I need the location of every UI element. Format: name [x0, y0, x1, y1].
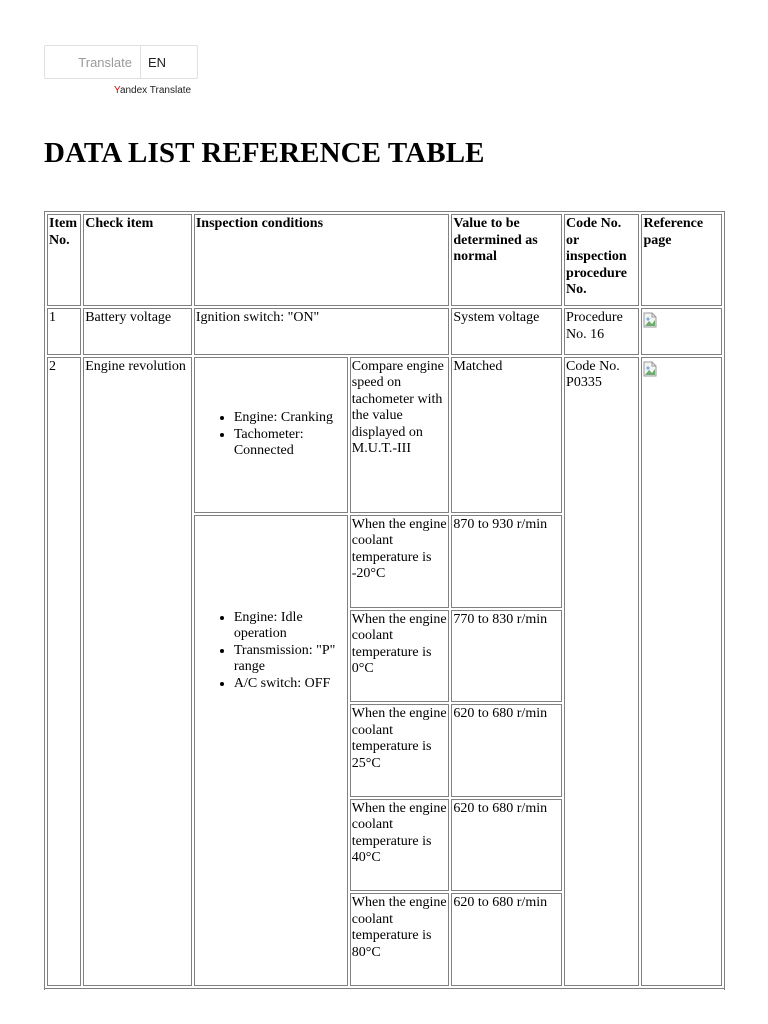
temp-value: 870 to 930 r/min — [451, 515, 562, 608]
condition-item: • Engine: Idle operation — [234, 610, 346, 643]
temp-condition: When the engine coolant temperature is 25°C — [350, 704, 450, 797]
yandex-logo-letter: Y — [114, 85, 120, 96]
header-inspection-conditions: Inspection conditions — [194, 214, 450, 306]
row2-code-no: Code No. P0335 — [564, 357, 639, 986]
yandex-link-text: andex Translate — [119, 85, 192, 96]
row1-check-item: Battery voltage — [83, 308, 192, 355]
condition-item: • Transmission: "P" range — [234, 643, 346, 676]
row2-conditions-group2 — [194, 515, 348, 986]
table-outer-border-right — [724, 840, 725, 990]
yandex-translate-link[interactable] — [114, 85, 191, 96]
header-normal-value: Value to be determined as normal — [451, 214, 562, 306]
conditions-list — [196, 610, 346, 693]
row2-group1-value: Matched — [451, 357, 562, 513]
row1-item-no: 1 — [47, 308, 81, 355]
header-code-no: Code No. or inspection procedure No. — [564, 214, 639, 306]
table-row — [47, 308, 722, 355]
table-row — [47, 357, 722, 513]
conditions-list — [196, 410, 346, 460]
header-check-item: Check item — [83, 214, 192, 306]
condition-item: • A/C switch: OFF — [234, 676, 346, 693]
row1-reference-page — [641, 308, 722, 355]
row2-group1-detail: Compare engine speed on tachometer with the value displayed on M.U.T.-III — [350, 357, 450, 513]
row2-item-no: 2 — [47, 357, 81, 986]
broken-image-icon[interactable] — [643, 312, 657, 328]
data-list-table — [44, 211, 725, 989]
temp-condition: When the engine coolant temperature is 0°C — [350, 610, 450, 703]
row1-code-no: Procedure No. 16 — [564, 308, 639, 355]
temp-value: 770 to 830 r/min — [451, 610, 562, 703]
page-title: DATA LIST REFERENCE TABLE — [44, 137, 485, 169]
temp-condition: When the engine coolant temperature is -20°C — [350, 515, 450, 608]
row2-conditions-group1 — [194, 357, 348, 513]
translate-widget — [44, 45, 198, 79]
language-selector[interactable]: EN — [148, 54, 167, 70]
table-header-row — [47, 214, 722, 306]
row2-reference-page — [641, 357, 722, 986]
header-item-no: Item No. — [47, 214, 81, 306]
temp-value: 620 to 680 r/min — [451, 893, 562, 986]
broken-image-icon[interactable] — [643, 361, 657, 377]
condition-item: • Engine: Cranking — [234, 410, 346, 427]
temp-value: 620 to 680 r/min — [451, 799, 562, 892]
row2-check-item: Engine revolution — [83, 357, 192, 986]
temp-condition: When the engine coolant temperature is 40°C — [350, 799, 450, 892]
row1-normal-value: System voltage — [451, 308, 562, 355]
row1-condition: Ignition switch: "ON" — [194, 308, 450, 355]
table-outer-border-left — [44, 840, 45, 990]
condition-item: • Tachometer: Connected — [234, 427, 346, 460]
temp-value: 620 to 680 r/min — [451, 704, 562, 797]
temp-condition: When the engine coolant temperature is 80°C — [350, 893, 450, 986]
translate-button[interactable]: Translate — [45, 46, 141, 78]
table-container — [44, 211, 725, 1024]
header-reference-page: Reference page — [641, 214, 722, 306]
